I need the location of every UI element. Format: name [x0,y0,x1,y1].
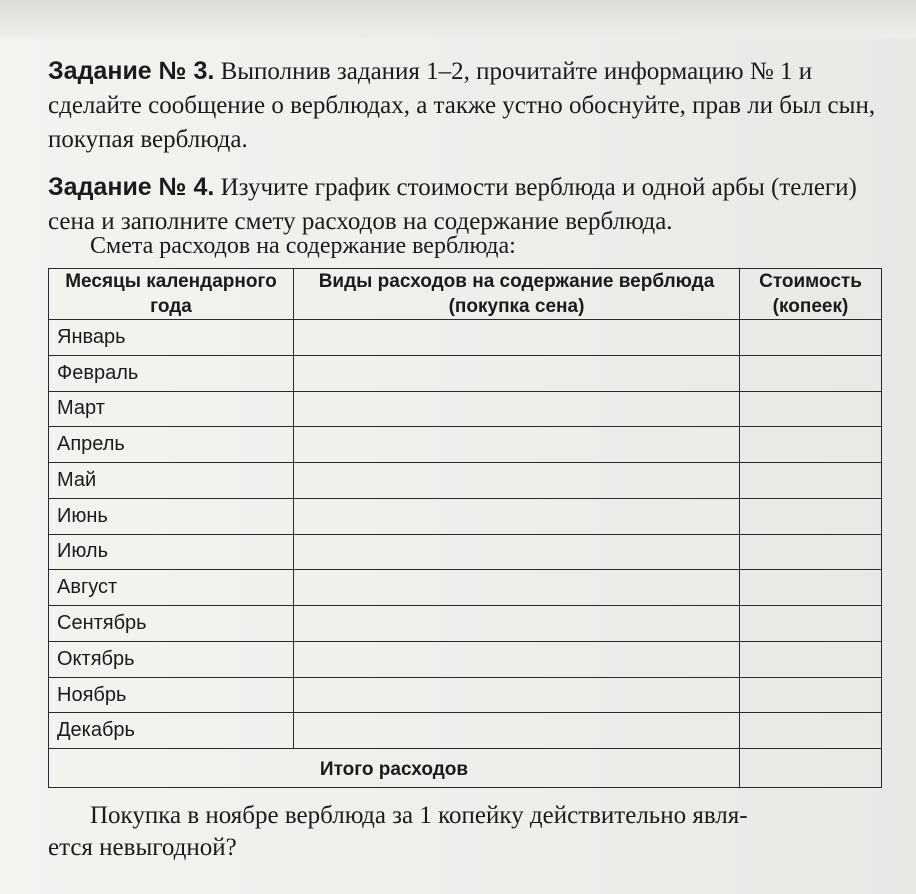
expense-cell[interactable] [294,534,740,570]
table-row [49,713,882,749]
table-row [49,606,882,642]
task-3-label: Задание № 3. [48,57,215,85]
month-cell: Февраль [49,355,294,391]
month-cell: Май [49,463,294,499]
month-cell: Октябрь [49,641,294,677]
table-row [49,498,882,534]
month-cell: Июнь [49,498,294,534]
table-row [49,534,882,570]
table-row [49,391,882,427]
cost-cell[interactable] [740,355,882,391]
expense-cell[interactable] [294,641,740,677]
month-cell: Июль [49,534,294,570]
cost-cell[interactable] [740,498,882,534]
month-cell: Март [49,391,294,427]
header-months: Месяцы календарного года [49,269,294,320]
cost-cell[interactable] [740,606,882,642]
expense-cell[interactable] [294,677,740,713]
page-top-shadow [0,0,916,38]
cost-cell[interactable] [740,320,882,356]
expense-cell[interactable] [294,713,740,749]
table-row [49,677,882,713]
table-row [49,570,882,606]
cost-cell[interactable] [740,391,882,427]
month-cell: Апрель [49,427,294,463]
cost-cell[interactable] [740,570,882,606]
expense-cell[interactable] [294,570,740,606]
expense-table [48,268,882,788]
cost-cell[interactable] [740,534,882,570]
month-cell: Декабрь [49,713,294,749]
expense-cell[interactable] [294,498,740,534]
question-line-2: ется невыгодной? [48,834,237,861]
cost-cell[interactable] [740,677,882,713]
total-cost-cell[interactable] [740,749,882,788]
header-expense-types: Виды расходов на содержание верблюда (покупка сена) [294,269,740,320]
table-row [49,320,882,356]
table-caption: Смета расходов на содержание верблюда: [90,233,516,259]
task-3-text: Выполнив задания 1–2, прочитайте информацию № 1 и сделайте сообщение о верблюдах, а также устно обоснуйте, прав ли был сын, покупая верблюда. [48,58,876,153]
expense-cell[interactable] [294,427,740,463]
task-4-label: Задание № 4. [48,173,215,201]
expense-cell[interactable] [294,391,740,427]
table-row [49,427,882,463]
month-cell: Сентябрь [49,606,294,642]
expense-cell[interactable] [294,463,740,499]
expense-cell[interactable] [294,355,740,391]
cost-cell[interactable] [740,427,882,463]
total-label: Итого расходов [319,758,469,780]
month-cell: Август [49,570,294,606]
question-line-1: Покупка в ноябре верблюда за 1 копейку действительно явля- [90,802,748,829]
month-cell: Январь [49,320,294,356]
cost-cell[interactable] [740,713,882,749]
table-row [49,355,882,391]
task-4-text: Изучите график стоимости верблюда и одной арбы (телеги) сена и заполните смету расходов на содержание верблюда. [48,174,857,235]
question-paragraph [48,800,870,864]
month-cell: Ноябрь [49,677,294,713]
expense-cell[interactable] [294,320,740,356]
header-cost: Стоимость (копеек) [740,269,882,320]
total-label-cell [49,749,740,788]
task-3-paragraph [48,54,878,157]
expense-cell[interactable] [294,606,740,642]
task-4-paragraph [48,170,878,239]
total-row [49,749,882,788]
cost-cell[interactable] [740,641,882,677]
cost-cell[interactable] [740,463,882,499]
table-row [49,463,882,499]
table-header-row [49,269,882,320]
table-row [49,641,882,677]
